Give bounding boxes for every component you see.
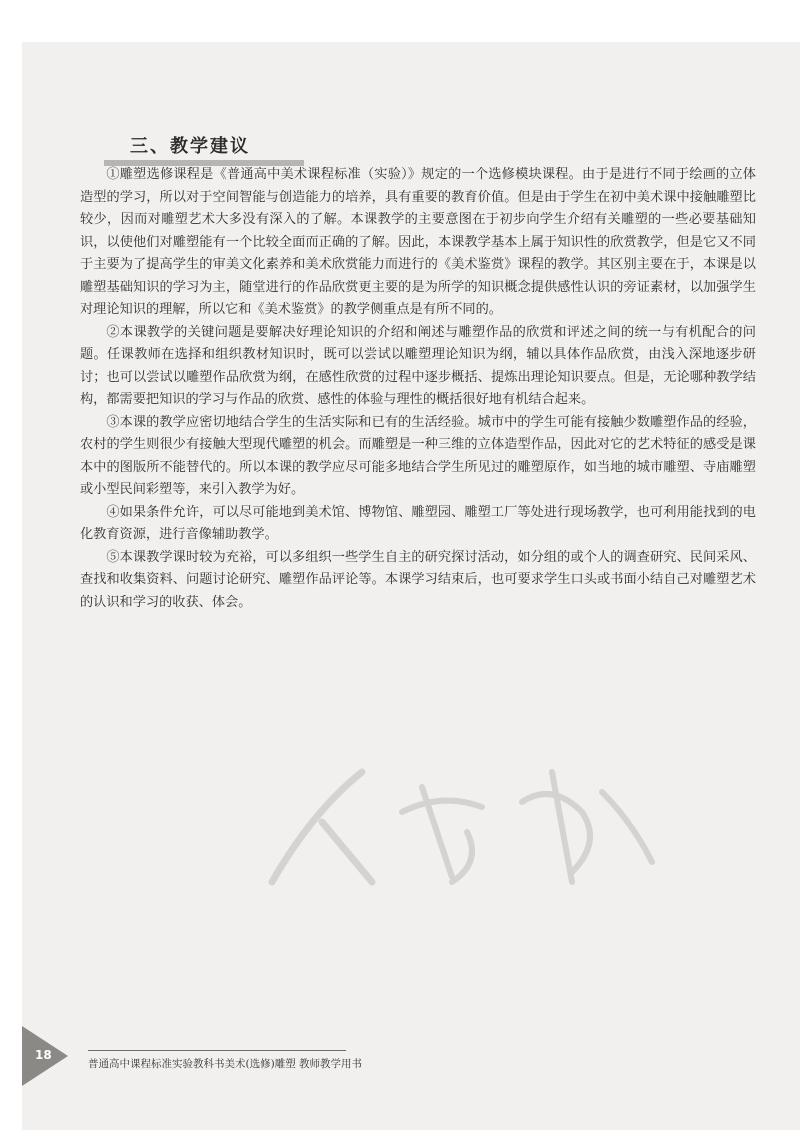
paragraph-3: ③本课的教学应密切地结合学生的生活实际和已有的生活经验。城市中的学生可能有接触少数雕塑作品的经验，农村的学生则很少有接触大型现代雕塑的机会。而雕塑是一种三维的立体造型作品，因此对它的艺术特征的感受是课本中的图版所不能替代的。所以本课的教学应尽可能多地结合学生所见过的雕塑原作，如当地的城市雕塑、寺庙雕塑或小型民间彩塑等，来引入教学为好。 (80, 414, 756, 497)
body-text (80, 164, 756, 614)
section-heading: 三、教学建议 (130, 136, 250, 157)
section-heading-bar (104, 130, 304, 166)
footer-book-title: 普通高中课程标准实验教科书美术(选修)雕塑 教师教学用书 (88, 1058, 363, 1070)
page-number: 18 (35, 1048, 52, 1062)
paragraph-2: ②本课教学的关键问题是要解决好理论知识的介绍和阐述与雕塑作品的欣赏和评述之间的统一与有机配合的问题。任课教师在选择和组织教材知识时，既可以尝试以雕塑理论知识为纲，辅以具体作品欣赏，由浅入深地逐步研讨；也可以尝试以雕塑作品欣赏为纲，在感性欣赏的过程中逐步概括、提炼出理论知识要点。但是，无论哪种教学结构，都需要把知识的学习与作品的欣赏、感性的体验与理性的概括很好地有机结合起来。 (80, 324, 756, 407)
paragraph-5: ⑤本课教学课时较为充裕，可以多组织一些学生自主的研究探讨活动，如分组的或个人的调查研究、民间采风、查找和收集资料、问题讨论研究、雕塑作品评论等。本课学习结束后，也可要求学生口头或书面小结自己对雕塑艺术的认识和学习的收获、体会。 (80, 549, 756, 610)
footer-rule (88, 1050, 346, 1051)
paragraph-4: ④如果条件允许，可以尽可能地到美术馆、博物馆、雕塑园、雕塑工厂等处进行现场教学，也可利用能找到的电化教育资源，进行音像辅助教学。 (80, 504, 756, 542)
paragraph-1: ①雕塑选修课程是《普通高中美术课程标准（实验）》规定的一个选修模块课程。由于是进行不同于绘画的立体造型的学习，所以对于空间智能与创造能力的培养，具有重要的教育价值。但是由于学生在初中美术课中接触雕塑比较少，因而对雕塑艺术大多没有深入的了解。本课教学的主要意图在于初步向学生介绍有关雕塑的一些必要基础知识，以使他们对雕塑能有一个比较全面而正确的了解。因此，本课教学基本上属于知识性的欣赏教学，但是它又不同于主要为了提高学生的审美文化素养和美术欣赏能力而进行的《美术鉴赏》课程的教学。其区别主要在于，本课是以雕塑基础知识的学习为主，随堂进行的作品欣赏更主要的是为所学的知识概念提供感性认识的旁证素材，以加强学生对理论知识的理解，所以它和《美术鉴赏》的教学侧重点是有所不同的。 (80, 167, 756, 317)
document-page (22, 42, 800, 1130)
bleed-through-calligraphy (252, 752, 672, 892)
